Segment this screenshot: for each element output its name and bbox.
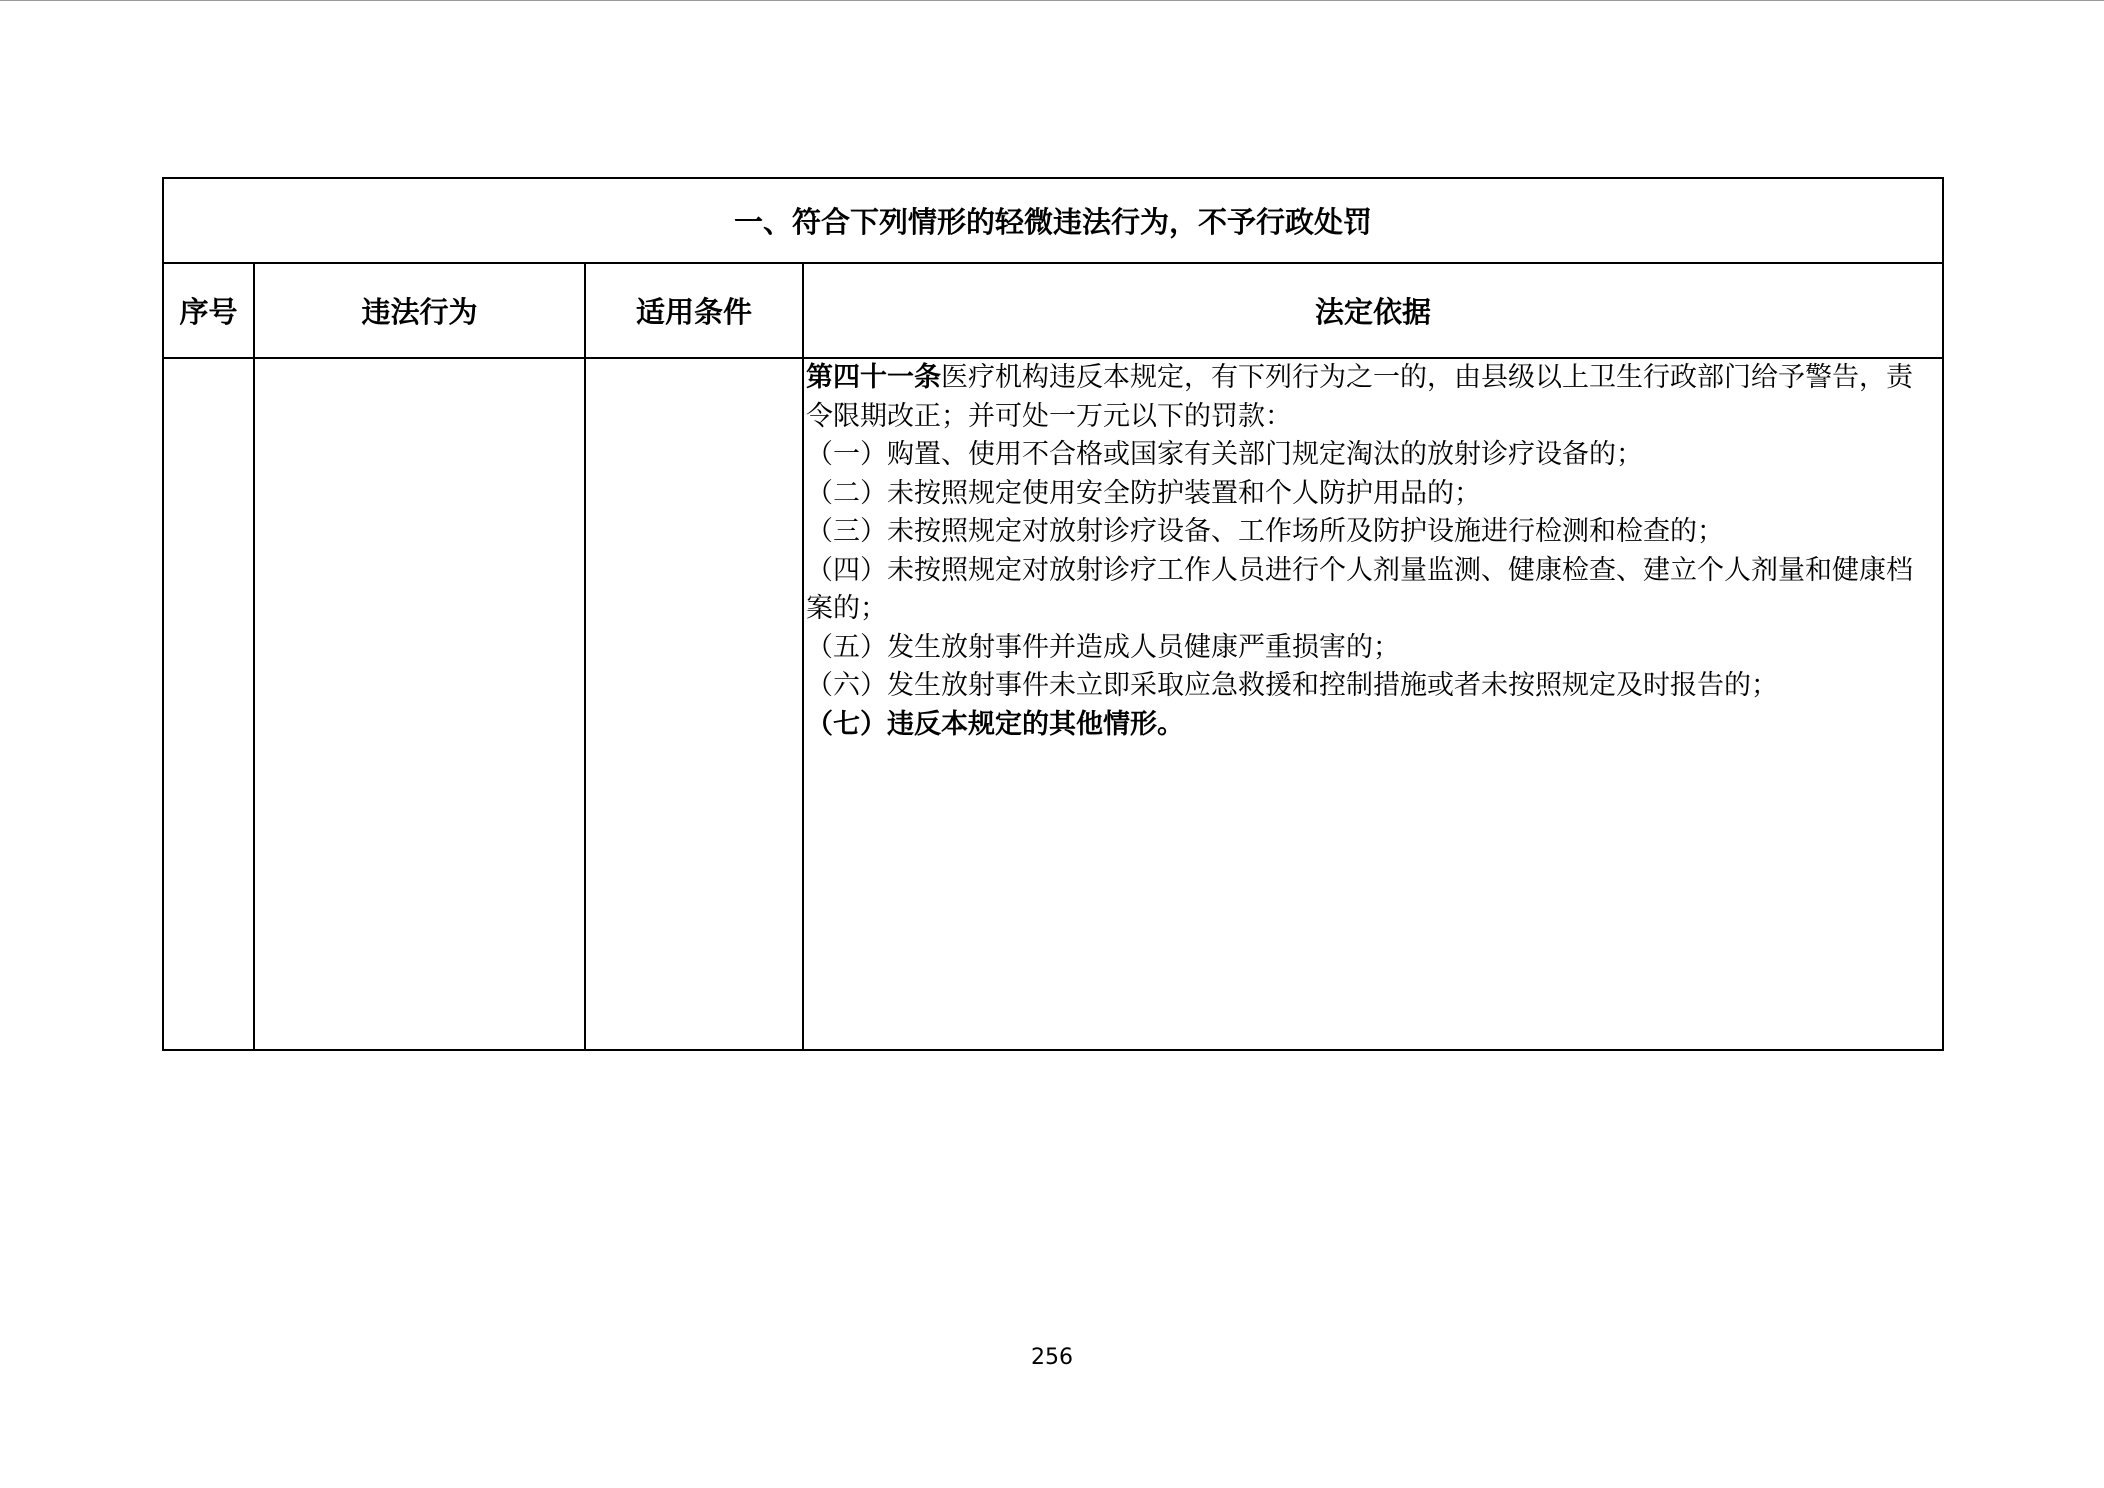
article-number: 第四十一条 [806,362,941,393]
table-header-row [163,263,1943,358]
basis-item-4: （四）未按照规定对放射诊疗工作人员进行个人剂量监测、健康检查、建立个人剂量和健康档案的； [806,554,1913,624]
page-number: 256 [1031,1345,1073,1370]
penalty-table [162,177,1944,1051]
basis-paragraph [806,359,1930,436]
cell-conditions [585,358,803,1050]
basis-item-6: （六）发生放射事件未立即采取应急救援和控制措施或者未按照规定及时报告的； [806,670,1778,701]
table-row [163,358,1943,1050]
basis-item-3: （三）未按照规定对放射诊疗设备、工作场所及防护设施进行检测和检查的； [806,516,1724,547]
header-violation: 违法行为 [254,263,585,358]
cell-violation [254,358,585,1050]
section-title: 一、符合下列情形的轻微违法行为，不予行政处罚 [163,178,1943,263]
page-top-rule [0,0,2104,1]
basis-item-7: （七）违反本规定的其他情形。 [806,708,1184,740]
header-conditions: 适用条件 [585,263,803,358]
basis-item-2: （二）未按照规定使用安全防护装置和个人防护用品的； [806,477,1481,509]
cell-serial [163,358,254,1050]
table-title-row [163,178,1943,263]
basis-item-5: （五）发生放射事件并造成人员健康严重损害的； [806,631,1400,663]
basis-item-1: （一）购置、使用不合格或国家有关部门规定淘汰的放射诊疗设备的； [806,439,1643,470]
article-intro: 医疗机构违反本规定，有下列行为之一的，由县级以上卫生行政部门给予警告，责令限期改正；并可处一万元以下的罚款： [806,362,1913,432]
header-legal-basis: 法定依据 [803,263,1943,358]
cell-legal-basis [803,358,1943,1050]
header-serial: 序号 [163,263,254,358]
